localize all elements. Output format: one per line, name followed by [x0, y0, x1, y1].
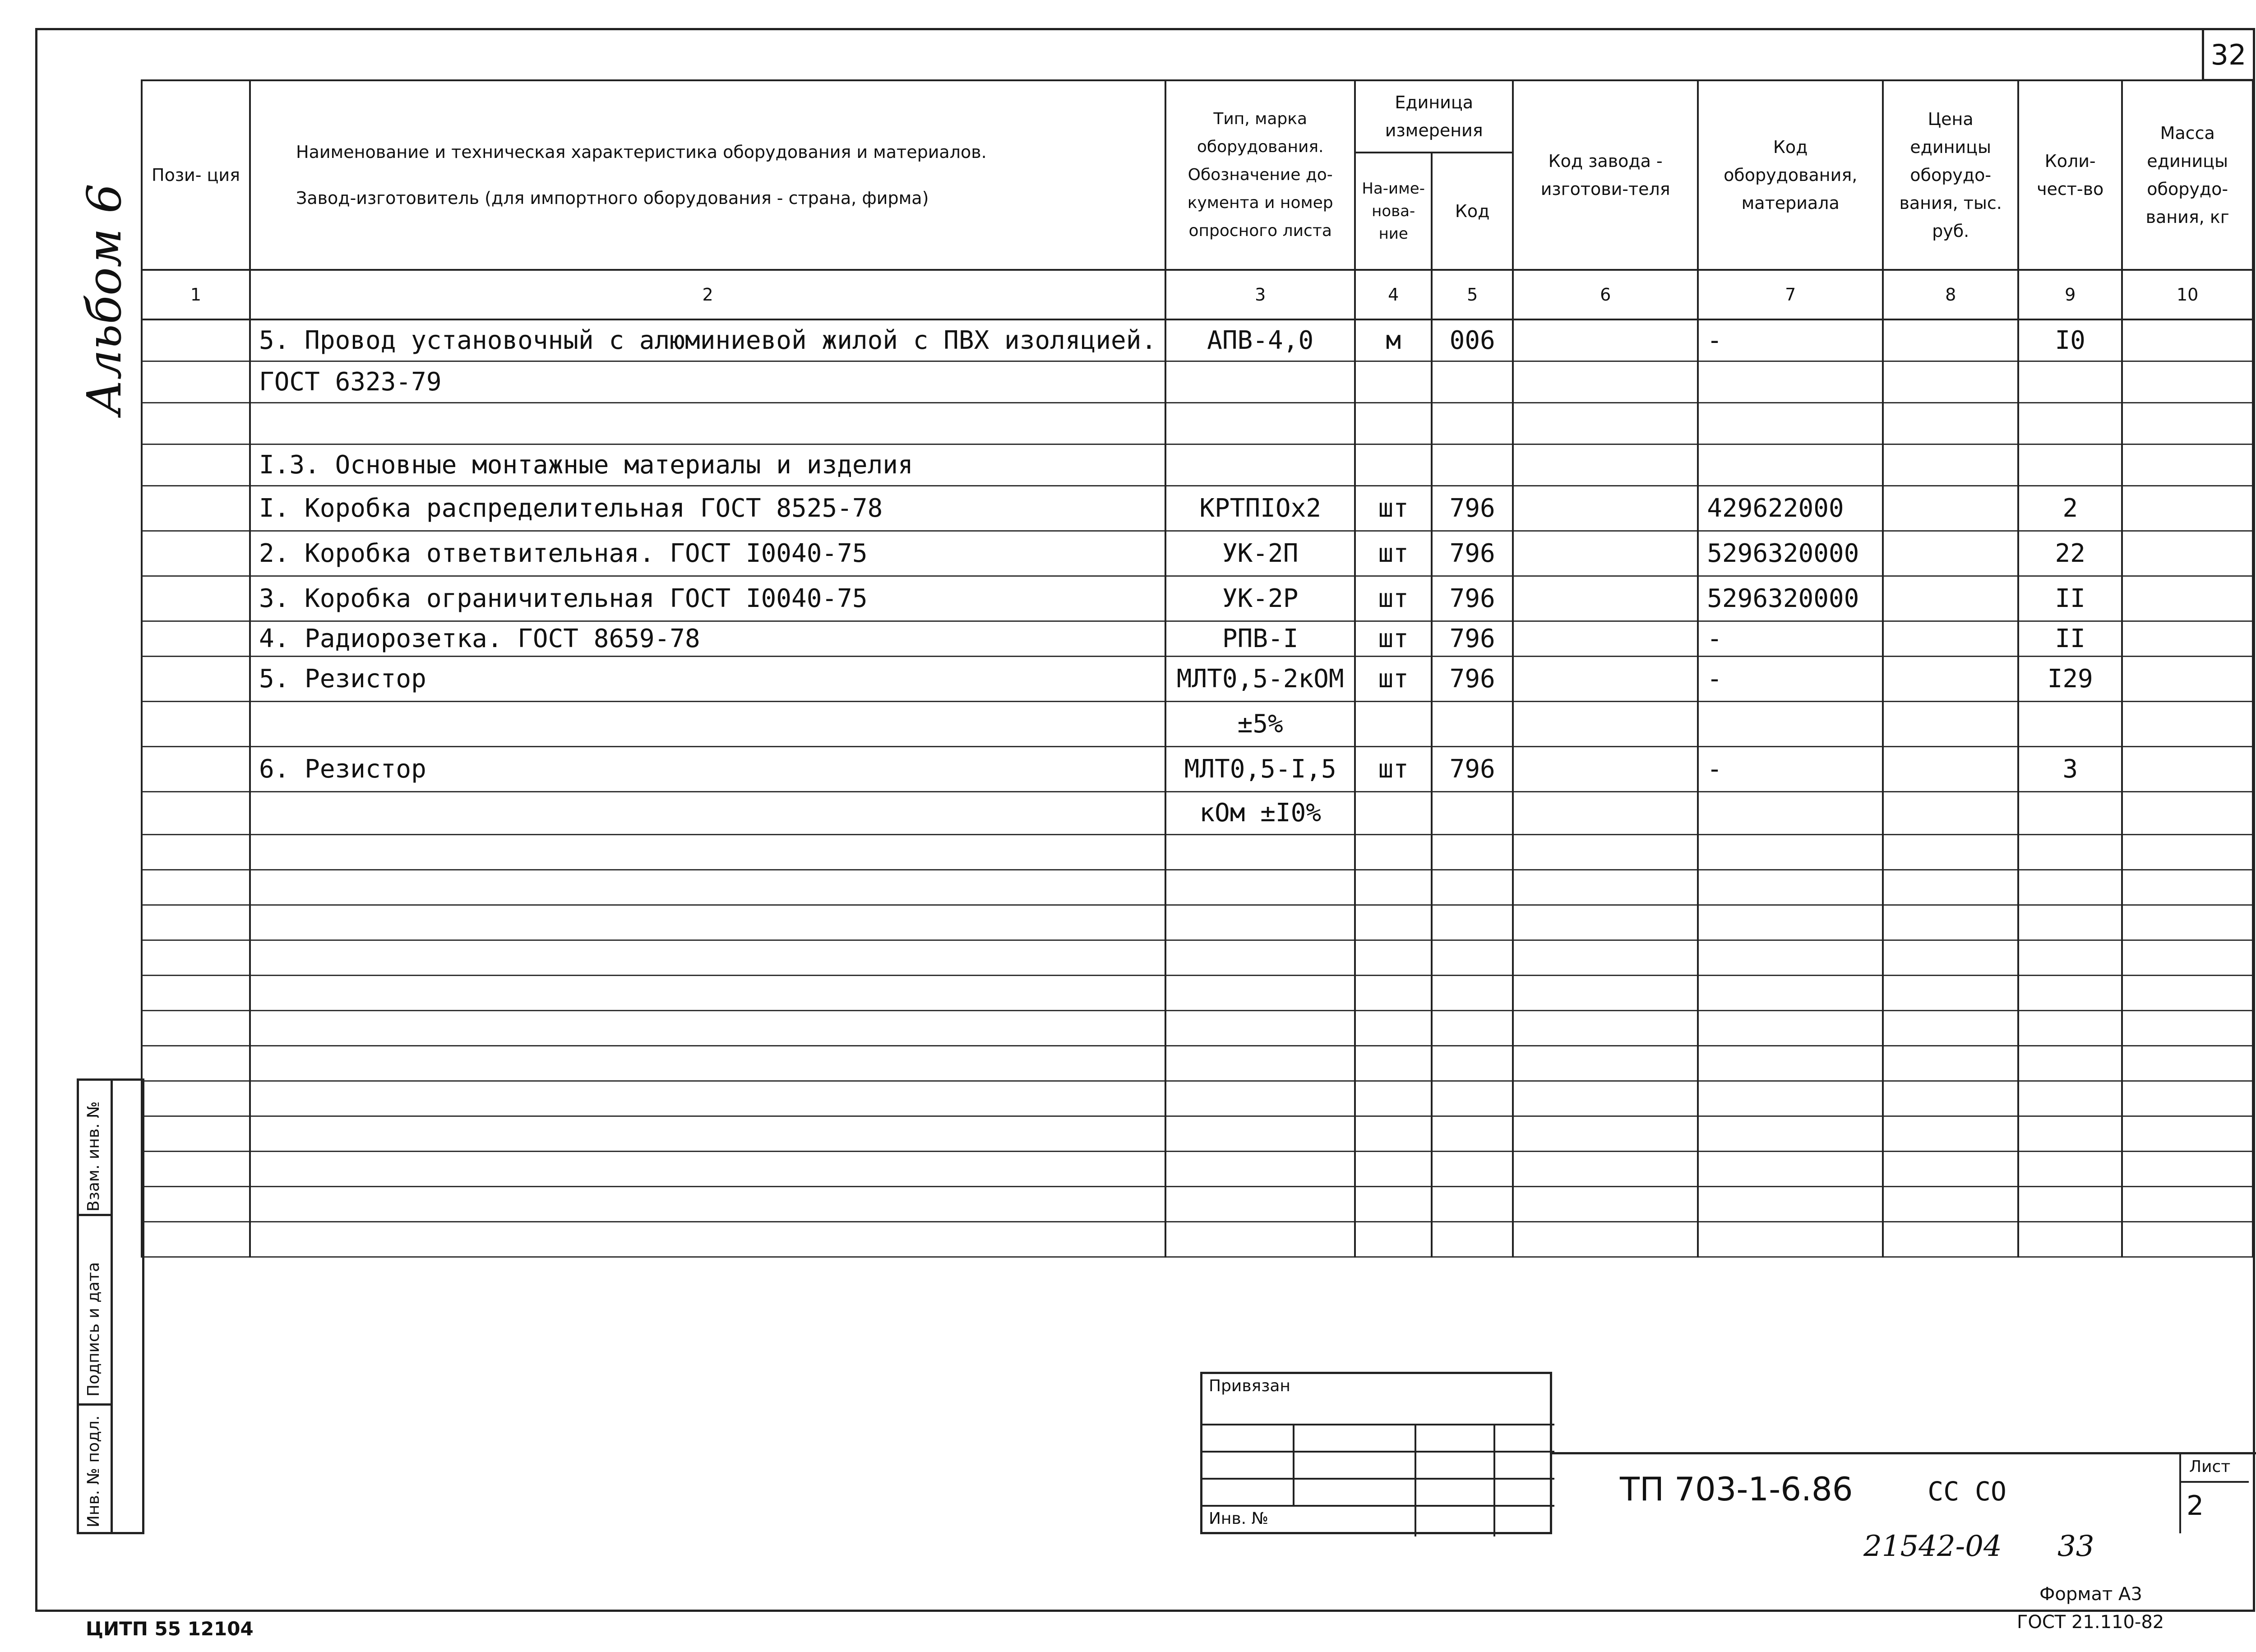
cell-code	[1432, 403, 1513, 444]
cell-unit: шт	[1355, 486, 1432, 531]
table-row	[142, 444, 2253, 486]
cell-qty: 3	[2018, 746, 2122, 791]
bottom-page-number: 33	[2057, 1530, 2094, 1563]
cell-mass	[2122, 701, 2253, 746]
cell-qty	[2018, 361, 2122, 403]
empty-row	[142, 1151, 2253, 1186]
cell-price	[1883, 746, 2018, 791]
specification-table	[141, 79, 2254, 1258]
cell-factory	[1513, 656, 1698, 701]
handwritten-number: 21542-04	[1863, 1530, 2002, 1563]
cell-matcode	[1698, 444, 1883, 486]
table-row	[142, 576, 2253, 621]
stamp-bound-label: Привязан	[1209, 1377, 1290, 1395]
cell-qty: I0	[2018, 319, 2122, 361]
cell-mass	[2122, 444, 2253, 486]
cell-pos	[142, 531, 250, 576]
cell-type: АПВ-4,0	[1165, 319, 1355, 361]
column-number: 2	[250, 270, 1165, 319]
empty-row	[142, 1010, 2253, 1046]
empty-row	[142, 870, 2253, 905]
cell-qty: II	[2018, 621, 2122, 656]
cell-factory	[1513, 486, 1698, 531]
cell-pos	[142, 486, 250, 531]
cell-matcode: 5296320000	[1698, 576, 1883, 621]
cell-code: 796	[1432, 656, 1513, 701]
cell-mass	[2122, 319, 2253, 361]
table-row	[142, 319, 2253, 361]
column-number: 1	[142, 270, 250, 319]
cell-factory	[1513, 621, 1698, 656]
cell-matcode: -	[1698, 656, 1883, 701]
cell-unit: шт	[1355, 746, 1432, 791]
header-unit-group: Единица измерения	[1355, 80, 1513, 153]
header-position: Пози- ция	[142, 80, 250, 270]
cell-qty	[2018, 791, 2122, 834]
cell-factory	[1513, 403, 1698, 444]
cell-qty: 2	[2018, 486, 2122, 531]
cell-pos	[142, 444, 250, 486]
cell-matcode: -	[1698, 621, 1883, 656]
column-number: 8	[1883, 270, 2018, 319]
cell-matcode	[1698, 403, 1883, 444]
cell-matcode	[1698, 701, 1883, 746]
cell-factory	[1513, 444, 1698, 486]
sheet-value: 2	[2187, 1490, 2204, 1522]
cell-mass	[2122, 486, 2253, 531]
sheet-number: 32	[2202, 28, 2255, 81]
table-row	[142, 531, 2253, 576]
header-unit-name: На-име-нова-ние	[1355, 153, 1432, 270]
gost-label: ГОСТ 21.110-82	[2017, 1612, 2164, 1633]
cell-mass	[2122, 576, 2253, 621]
cell-pos	[142, 403, 250, 444]
empty-row	[142, 905, 2253, 940]
cell-unit	[1355, 701, 1432, 746]
format-label: Формат А3	[2039, 1584, 2142, 1605]
cell-factory	[1513, 576, 1698, 621]
cell-qty: II	[2018, 576, 2122, 621]
cell-type: КРТПIОх2	[1165, 486, 1355, 531]
cell-mass	[2122, 403, 2253, 444]
cell-price	[1883, 444, 2018, 486]
table-row	[142, 621, 2253, 656]
cell-price	[1883, 486, 2018, 531]
cell-code: 796	[1432, 576, 1513, 621]
cell-mass	[2122, 656, 2253, 701]
cell-name: I.3. Основные монтажные материалы и изделия	[250, 444, 1165, 486]
document-code-suffix: СС СО	[1928, 1476, 2006, 1507]
header-quantity: Коли-чест-во	[2018, 80, 2122, 270]
cell-price	[1883, 531, 2018, 576]
cell-mass	[2122, 746, 2253, 791]
table-row	[142, 701, 2253, 746]
cell-pos	[142, 656, 250, 701]
table-row	[142, 791, 2253, 834]
header-name-line1: Наименование и техническая характеристика оборудования и материалов.	[296, 142, 987, 162]
cell-type	[1165, 444, 1355, 486]
cell-name	[250, 701, 1165, 746]
column-numbers-row	[142, 270, 2253, 319]
footer-print-code: ЦИТП 55 12104	[86, 1618, 254, 1640]
cell-mass	[2122, 621, 2253, 656]
cell-price	[1883, 576, 2018, 621]
empty-row	[142, 1046, 2253, 1081]
column-number: 6	[1513, 270, 1698, 319]
table-row	[142, 403, 2253, 444]
cell-factory	[1513, 319, 1698, 361]
cell-code: 796	[1432, 486, 1513, 531]
empty-row	[142, 1081, 2253, 1116]
cell-matcode: -	[1698, 319, 1883, 361]
cell-price	[1883, 701, 2018, 746]
header-mass: Масса единицы оборудо-вания, кг	[2122, 80, 2253, 270]
cell-factory	[1513, 531, 1698, 576]
cell-unit	[1355, 361, 1432, 403]
sheet-label: Лист	[2189, 1458, 2231, 1476]
cell-matcode: 5296320000	[1698, 531, 1883, 576]
cell-type: ±5%	[1165, 701, 1355, 746]
document-code-main: ТП 703-1-6.86	[1620, 1470, 1853, 1508]
cell-type: УК-2П	[1165, 531, 1355, 576]
column-number: 10	[2122, 270, 2253, 319]
cell-unit: шт	[1355, 531, 1432, 576]
header-name	[250, 80, 1165, 270]
cell-matcode	[1698, 791, 1883, 834]
cell-factory	[1513, 791, 1698, 834]
cell-price	[1883, 403, 2018, 444]
cell-unit: м	[1355, 319, 1432, 361]
cell-code	[1432, 791, 1513, 834]
cell-qty: I29	[2018, 656, 2122, 701]
cell-mass	[2122, 791, 2253, 834]
side-stamp-block	[77, 1078, 144, 1534]
cell-matcode: 429622000	[1698, 486, 1883, 531]
cell-type: РПВ-I	[1165, 621, 1355, 656]
cell-code: 796	[1432, 621, 1513, 656]
cell-price	[1883, 791, 2018, 834]
cell-code: 796	[1432, 746, 1513, 791]
cell-type	[1165, 361, 1355, 403]
cell-mass	[2122, 531, 2253, 576]
cell-pos	[142, 361, 250, 403]
cell-mass	[2122, 361, 2253, 403]
cell-name: 2. Коробка ответвительная. ГОСТ I0040-75	[250, 531, 1165, 576]
column-number: 5	[1432, 270, 1513, 319]
album-label: Альбом 6	[77, 183, 132, 415]
cell-type	[1165, 403, 1355, 444]
table-row	[142, 486, 2253, 531]
cell-matcode: -	[1698, 746, 1883, 791]
document-code	[1620, 1470, 2006, 1508]
cell-factory	[1513, 746, 1698, 791]
column-number: 7	[1698, 270, 1883, 319]
cell-price	[1883, 621, 2018, 656]
cell-qty	[2018, 444, 2122, 486]
cell-code: 796	[1432, 531, 1513, 576]
cell-code	[1432, 361, 1513, 403]
header-name-line2: Завод-изготовитель (для импортного оборудования - страна, фирма)	[296, 188, 929, 208]
header-price: Цена единицы оборудо-вания, тыс. руб.	[1883, 80, 2018, 270]
cell-name: 5. Провод установочный с алюминиевой жилой с ПВХ изоляцией.	[250, 319, 1165, 361]
cell-pos	[142, 319, 250, 361]
cell-pos	[142, 576, 250, 621]
cell-type: МЛТ0,5-2кОМ	[1165, 656, 1355, 701]
cell-type: УК-2Р	[1165, 576, 1355, 621]
table-row	[142, 746, 2253, 791]
cell-unit	[1355, 791, 1432, 834]
cell-code	[1432, 444, 1513, 486]
binding-stamp	[1200, 1372, 1552, 1534]
empty-row	[142, 1186, 2253, 1222]
table-row	[142, 361, 2253, 403]
empty-row	[142, 1222, 2253, 1257]
empty-row	[142, 940, 2253, 975]
cell-name	[250, 403, 1165, 444]
cell-name	[250, 791, 1165, 834]
cell-code: 006	[1432, 319, 1513, 361]
cell-type: кОм ±I0%	[1165, 791, 1355, 834]
cell-price	[1883, 361, 2018, 403]
table-row	[142, 656, 2253, 701]
cell-pos	[142, 791, 250, 834]
sheet-box	[2179, 1452, 2247, 1533]
cell-matcode	[1698, 361, 1883, 403]
cell-name: 5. Резистор	[250, 656, 1165, 701]
cell-name: 3. Коробка ограничительная ГОСТ I0040-75	[250, 576, 1165, 621]
side-label-original-inv: Инв. № подл.	[84, 1415, 103, 1527]
cell-name: I. Коробка распределительная ГОСТ 8525-78	[250, 486, 1165, 531]
header-material-code: Код оборудования, материала	[1698, 80, 1883, 270]
cell-qty	[2018, 403, 2122, 444]
cell-qty	[2018, 701, 2122, 746]
cell-pos	[142, 621, 250, 656]
cell-name: 4. Радиорозетка. ГОСТ 8659-78	[250, 621, 1165, 656]
cell-unit	[1355, 444, 1432, 486]
cell-unit: шт	[1355, 621, 1432, 656]
cell-name: 6. Резистор	[250, 746, 1165, 791]
cell-qty: 22	[2018, 531, 2122, 576]
side-label-signature-date: Подпись и дата	[84, 1262, 103, 1397]
column-number: 4	[1355, 270, 1432, 319]
stamp-inv-label: Инв. №	[1209, 1509, 1269, 1528]
side-label-replaced-inv: Взам. инв. №	[84, 1101, 103, 1212]
cell-type: МЛТ0,5-I,5	[1165, 746, 1355, 791]
cell-price	[1883, 319, 2018, 361]
cell-unit	[1355, 403, 1432, 444]
cell-name: ГОСТ 6323-79	[250, 361, 1165, 403]
header-factory-code: Код завода - изготови-теля	[1513, 80, 1698, 270]
empty-row	[142, 834, 2253, 870]
empty-row	[142, 1116, 2253, 1151]
cell-factory	[1513, 701, 1698, 746]
column-number: 9	[2018, 270, 2122, 319]
column-number: 3	[1165, 270, 1355, 319]
empty-row	[142, 975, 2253, 1010]
cell-factory	[1513, 361, 1698, 403]
cell-unit: шт	[1355, 576, 1432, 621]
cell-code	[1432, 701, 1513, 746]
cell-price	[1883, 656, 2018, 701]
cell-pos	[142, 746, 250, 791]
cell-unit: шт	[1355, 656, 1432, 701]
cell-pos	[142, 701, 250, 746]
header-unit-code: Код	[1432, 153, 1513, 270]
header-type: Тип, марка оборудования. Обозначение до-кумента и номер опросного листа	[1165, 80, 1355, 270]
